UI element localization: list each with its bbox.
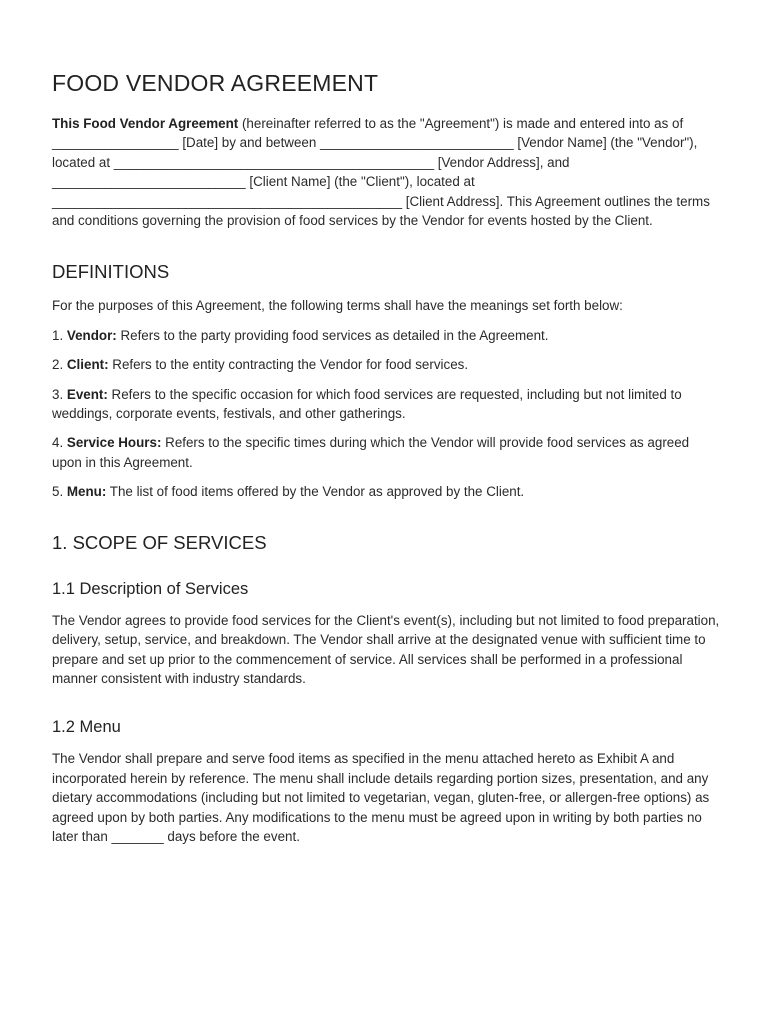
scope-heading: 1. SCOPE OF SERVICES xyxy=(52,531,267,553)
document-title: FOOD VENDOR AGREEMENT xyxy=(52,70,379,96)
definition-item-client xyxy=(52,355,720,374)
definition-number: 3. xyxy=(52,386,67,402)
definitions-heading: DEFINITIONS xyxy=(52,261,170,283)
definition-term: Service Hours: xyxy=(66,435,162,451)
definition-text: Refers to the specific occasion for which food services are requested, including but not limited to weddings, corporate events, festivals, and other gatherings. xyxy=(52,386,682,422)
description-paragraph: The Vendor agrees to provide food services for the Client's event(s), including but not limited to food preparation, delivery, setup, service, and breakdown. The Vendor shall arrive at the designated venue with sufficient time to prepare and set up prior to the commencement of service. All services shall be performed in a professional manner consistent with industry standards. xyxy=(52,612,720,686)
definition-text: Refers to the specific times during which the Vendor will provide food services as agreed upon in this Agreement. xyxy=(52,435,690,470)
definition-number: 4. xyxy=(52,435,67,451)
menu-heading: 1.2 Menu xyxy=(52,718,121,737)
definition-item-vendor xyxy=(52,326,720,345)
definition-text: Refers to the entity contracting the Vendor for food services. xyxy=(108,357,469,373)
definition-number: 1. xyxy=(52,327,67,343)
definition-number: 5. xyxy=(52,484,67,500)
definitions-intro: For the purposes of this Agreement, the following terms shall have the meanings set forth below: xyxy=(52,298,623,314)
definition-text: Refers to the party providing food services as detailed in the Agreement. xyxy=(116,327,549,343)
menu-paragraph: The Vendor shall prepare and serve food items as specified in the menu attached hereto as Exhibit A and incorporated herein by reference. The menu shall include details regarding portion sizes, presentation, and any dietary accommodations (including but not limited to vegetarian, vegan, gluten-free, or allergen-free options) as agreed upon by both parties. Any modifications to the menu must be agreed upon in writing by both parties no later than _______ days before the event. xyxy=(52,751,710,844)
definition-item-service-hours xyxy=(52,433,720,472)
description-heading: 1.1 Description of Services xyxy=(52,579,249,598)
intro-text: (hereinafter referred to as the "Agreement") is made and entered into as of _________________ [Date] by and between __________________________ [Vendor Name] (the "Vendor"), located at ___________________________________________ [Vendor Address], and __________________________ [Client Name] (the "Client"), located at _______________________________________________ [Client Address]. This Agreement outlines the terms and conditions governing the provision of food services by the Vendor for events hosted by the Client. xyxy=(52,116,710,229)
intro-paragraph xyxy=(52,114,720,230)
definition-item-menu xyxy=(52,482,720,501)
definition-number: 2. xyxy=(52,357,67,373)
definition-term: Menu: xyxy=(66,484,107,500)
intro-lead: This Food Vendor Agreement xyxy=(52,116,239,131)
definition-term: Vendor: xyxy=(66,327,117,343)
definition-term: Event: xyxy=(66,386,108,402)
definition-text: The list of food items offered by the Vendor as approved by the Client. xyxy=(106,484,525,500)
definition-term: Client: xyxy=(66,357,109,373)
definition-item-event xyxy=(52,385,720,424)
